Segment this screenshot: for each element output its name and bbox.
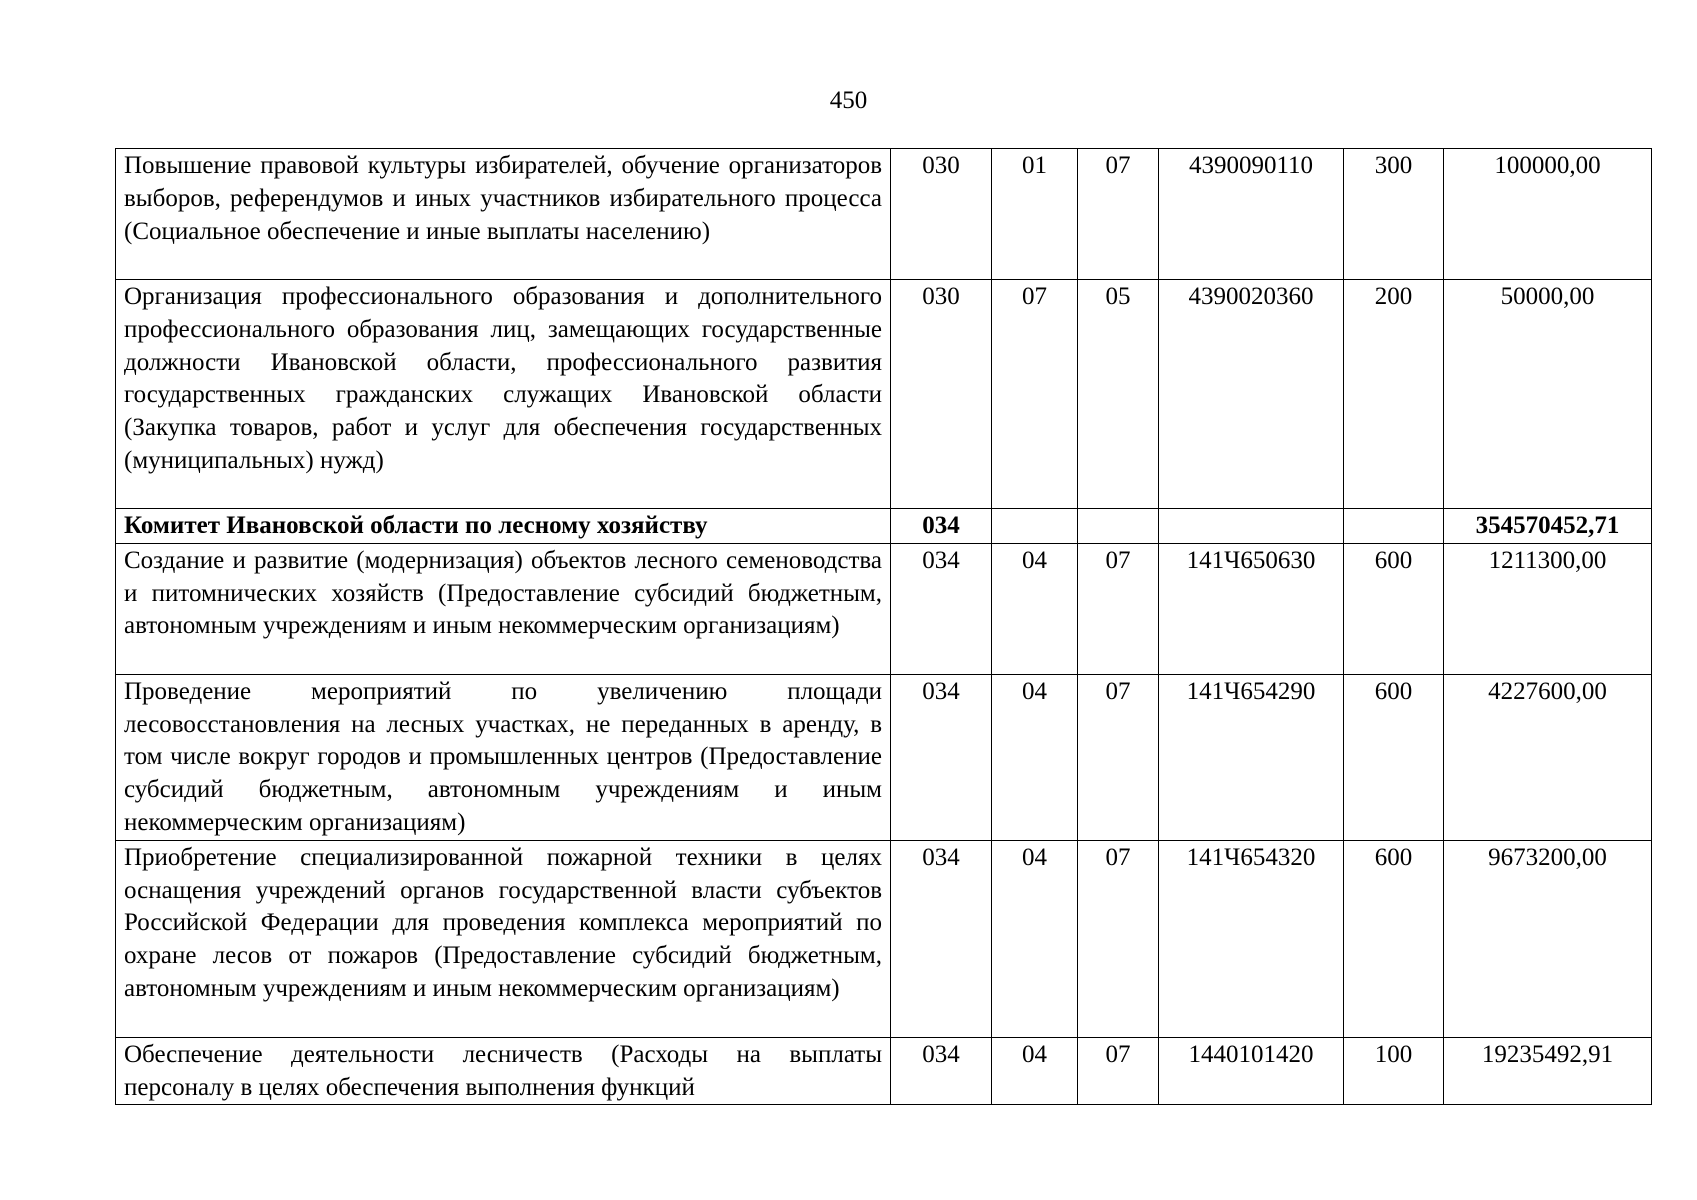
expense-type-code: 600 [1344, 840, 1444, 1037]
expense-type-code: 600 [1344, 674, 1444, 840]
target-article-code: 141Ч654320 [1159, 840, 1344, 1037]
amount-value: 4227600,00 [1444, 674, 1652, 840]
section-code: 01 [992, 149, 1078, 280]
target-article-code [1159, 509, 1344, 544]
budget-table [115, 148, 1652, 1105]
target-article-code: 141Ч650630 [1159, 543, 1344, 674]
subsection-code: 05 [1078, 280, 1159, 509]
subsection-code: 07 [1078, 543, 1159, 674]
target-article-code: 141Ч654290 [1159, 674, 1344, 840]
amount-value: 19235492,91 [1444, 1037, 1652, 1105]
ministry-code: 034 [891, 840, 992, 1037]
section-code: 04 [992, 1037, 1078, 1105]
expense-type-code: 300 [1344, 149, 1444, 280]
expense-type-code: 100 [1344, 1037, 1444, 1105]
table-row [116, 840, 1652, 1037]
section-code: 04 [992, 674, 1078, 840]
subsection-code: 07 [1078, 840, 1159, 1037]
section-code: 07 [992, 280, 1078, 509]
row-description: Проведение мероприятий по увеличению площади лесовосстановления на лесных участках, не переданных в аренду, в том числе вокруг городов и промышленных центров (Предоставление субсидий бюджетным, автономным учреждениям и иным некоммерческим организациям) [116, 674, 891, 840]
amount-value: 50000,00 [1444, 280, 1652, 509]
amount-value: 1211300,00 [1444, 543, 1652, 674]
expense-type-code: 200 [1344, 280, 1444, 509]
row-description: Повышение правовой культуры избирателей, обучение организаторов выборов, референдумов и иных участников избирательного процесса (Социальное обеспечение и иные выплаты населению) [116, 149, 891, 280]
row-description: Комитет Ивановской области по лесному хозяйству [116, 509, 891, 544]
table-row [116, 1037, 1652, 1105]
amount-value: 9673200,00 [1444, 840, 1652, 1037]
subsection-code [1078, 509, 1159, 544]
page-number: 450 [829, 87, 868, 114]
amount-value: 354570452,71 [1444, 509, 1652, 544]
target-article-code: 1440101420 [1159, 1037, 1344, 1105]
amount-value: 100000,00 [1444, 149, 1652, 280]
ministry-code: 030 [891, 280, 992, 509]
section-code: 04 [992, 840, 1078, 1037]
section-code: 04 [992, 543, 1078, 674]
table-row [116, 280, 1652, 509]
subsection-code: 07 [1078, 674, 1159, 840]
ministry-code: 034 [891, 674, 992, 840]
row-description: Обеспечение деятельности лесничеств (Расходы на выплаты персоналу в целях обеспечения выполнения функций [116, 1037, 891, 1105]
ministry-code: 030 [891, 149, 992, 280]
expense-type-code: 600 [1344, 543, 1444, 674]
table-row [116, 674, 1652, 840]
row-description: Организация профессионального образования и дополнительного профессионального образования лиц, замещающих государственные должности Ивановской области, профессионального развития государственных гражданских служащих Ивановской области (Закупка товаров, работ и услуг для обеспечения государственных (муниципальных) нужд) [116, 280, 891, 509]
subsection-code: 07 [1078, 1037, 1159, 1105]
row-description: Создание и развитие (модернизация) объектов лесного семеноводства и питомнических хозяйств (Предоставление субсидий бюджетным, автономным учреждениям и иным некоммерческим организациям) [116, 543, 891, 674]
expense-type-code [1344, 509, 1444, 544]
target-article-code: 4390020360 [1159, 280, 1344, 509]
ministry-code: 034 [891, 509, 992, 544]
table-row-section-header [116, 509, 1652, 544]
table-row [116, 543, 1652, 674]
section-code [992, 509, 1078, 544]
ministry-code: 034 [891, 543, 992, 674]
subsection-code: 07 [1078, 149, 1159, 280]
target-article-code: 4390090110 [1159, 149, 1344, 280]
table-row [116, 149, 1652, 280]
row-description: Приобретение специализированной пожарной техники в целях оснащения учреждений органов государственной власти субъектов Российской Федерации для проведения комплекса мероприятий по охране лесов от пожаров (Предоставление субсидий бюджетным, автономным учреждениям и иным некоммерческим организациям) [116, 840, 891, 1037]
ministry-code: 034 [891, 1037, 992, 1105]
